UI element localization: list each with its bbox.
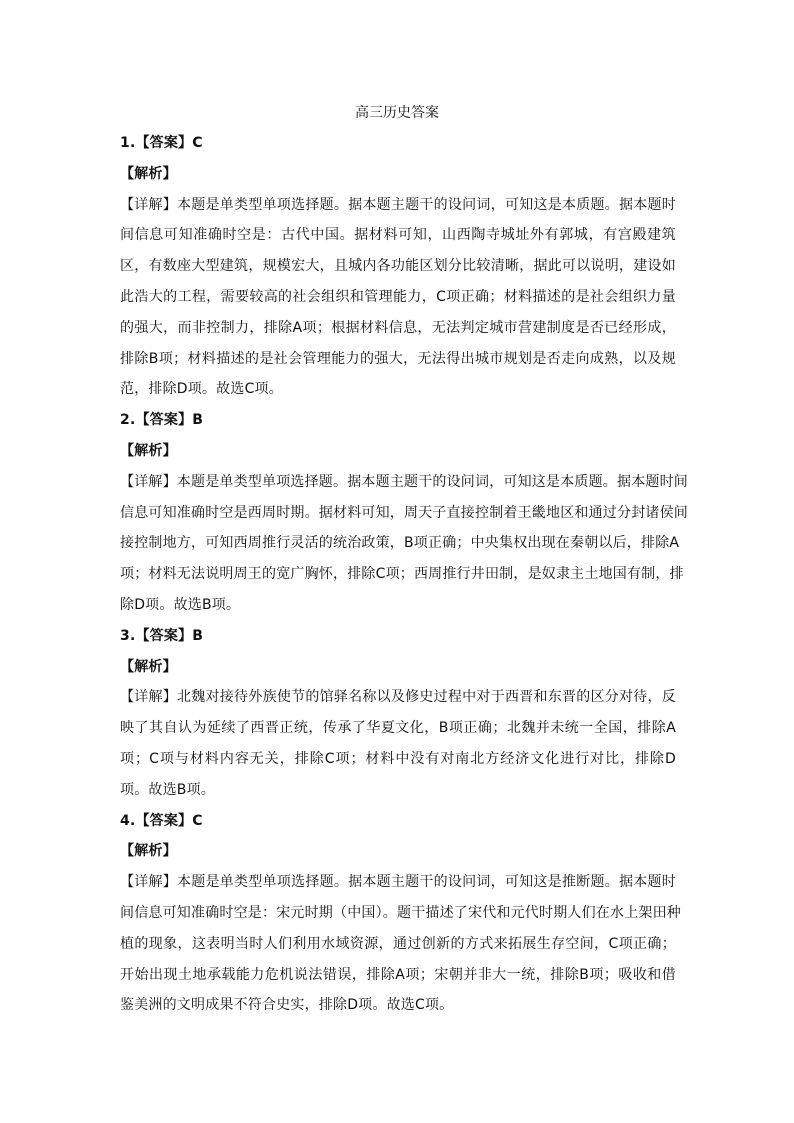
analysis-label: 【解析】	[120, 442, 177, 459]
page-title: 高三历史答案	[355, 105, 439, 121]
detail-line: 区，有数座大型建筑，规模宏大，且城内各功能区划分比较清晰，据此可以说明，建设如	[120, 258, 676, 275]
detail-line: 【详解】本题是单类型单项选择题。据本题主题干的设问词，可知这是本质题。据本题时间	[120, 473, 688, 490]
detail-line: 间信息可知准确时空是：宋元时期（中国）。题干描述了宋代和元代时期人们在水上架田种	[120, 904, 681, 921]
detail-line: 【详解】本题是单类型单项选择题。据本题主题干的设问词，可知这是推断题。据本题时	[120, 874, 676, 891]
detail-line: 植的现象，这表明当时人们利用水域资源，通过创新的方式来拓展生存空间，C项正确；	[120, 935, 676, 952]
answer-line: 4.【答案】C	[120, 812, 203, 829]
detail-line: 范，排除D项。故选C项。	[120, 381, 283, 398]
detail-line: 排除B项；材料描述的是社会管理能力的强大，无法得出城市规划是否走向成熟，以及规	[120, 350, 676, 367]
detail-line: 【详解】本题是单类型单项选择题。据本题主题干的设问词，可知这是本质题。据本题时	[120, 196, 676, 213]
detail-line: 间信息可知准确时空是：古代中国。据材料可知，山西陶寺城址外有郭城，有宫殿建筑	[120, 227, 676, 244]
detail-line: 映了其自认为延续了西晋正统，传承了华夏文化，B项正确；北魏并未统一全国，排除A	[120, 720, 676, 737]
detail-line: 接控制地方，可知西周推行灵活的统治政策，B项正确；中央集权出现在秦朝以后，排除A	[120, 535, 680, 552]
detail-line: 项；C项与材料内容无关，排除C项；材料中没有对南北方经济文化进行对比，排除D	[120, 750, 676, 767]
detail-line: 此浩大的工程，需要较高的社会组织和管理能力，C项正确；材料描述的是社会组织力量	[120, 288, 676, 305]
analysis-label: 【解析】	[120, 165, 177, 182]
answer-content	[120, 133, 688, 1026]
answer-line: 3.【答案】B	[120, 627, 204, 644]
answer-line: 1.【答案】C	[120, 135, 203, 151]
analysis-label: 【解析】	[120, 658, 177, 675]
answer-line: 2.【答案】B	[120, 412, 204, 429]
detail-line: 的强大，而非控制力，排除A项；根据材料信息，无法判定城市营建制度是否已经形成，	[120, 319, 676, 336]
detail-line: 鉴美洲的文明成果不符合史实，排除D项。故选C项。	[120, 997, 454, 1014]
detail-line: 【详解】北魏对接待外族使节的馆驿名称以及修史过程中对于西晋和东晋的区分对待，反	[120, 689, 676, 706]
detail-line: 信息可知准确时空是西周时期。据材料可知，周天子直接控制着王畿地区和通过分封诸侯间	[120, 504, 688, 521]
question-block-1	[120, 133, 676, 399]
analysis-label: 【解析】	[120, 843, 177, 860]
question-block-4	[120, 811, 681, 1016]
detail-line: 项。故选B项。	[120, 781, 216, 798]
question-block-3	[120, 626, 676, 800]
question-block-2	[120, 410, 688, 615]
detail-line: 项；材料无法说明周王的宽广胸怀，排除C项；西周推行井田制，是奴隶主土地国有制，排	[120, 566, 684, 583]
detail-line: 开始出现土地承载能力危机说法错误，排除A项；宋朝并非大一统，排除B项；吸收和借	[120, 966, 676, 983]
detail-line: 除D项。故选B项。	[120, 596, 241, 613]
